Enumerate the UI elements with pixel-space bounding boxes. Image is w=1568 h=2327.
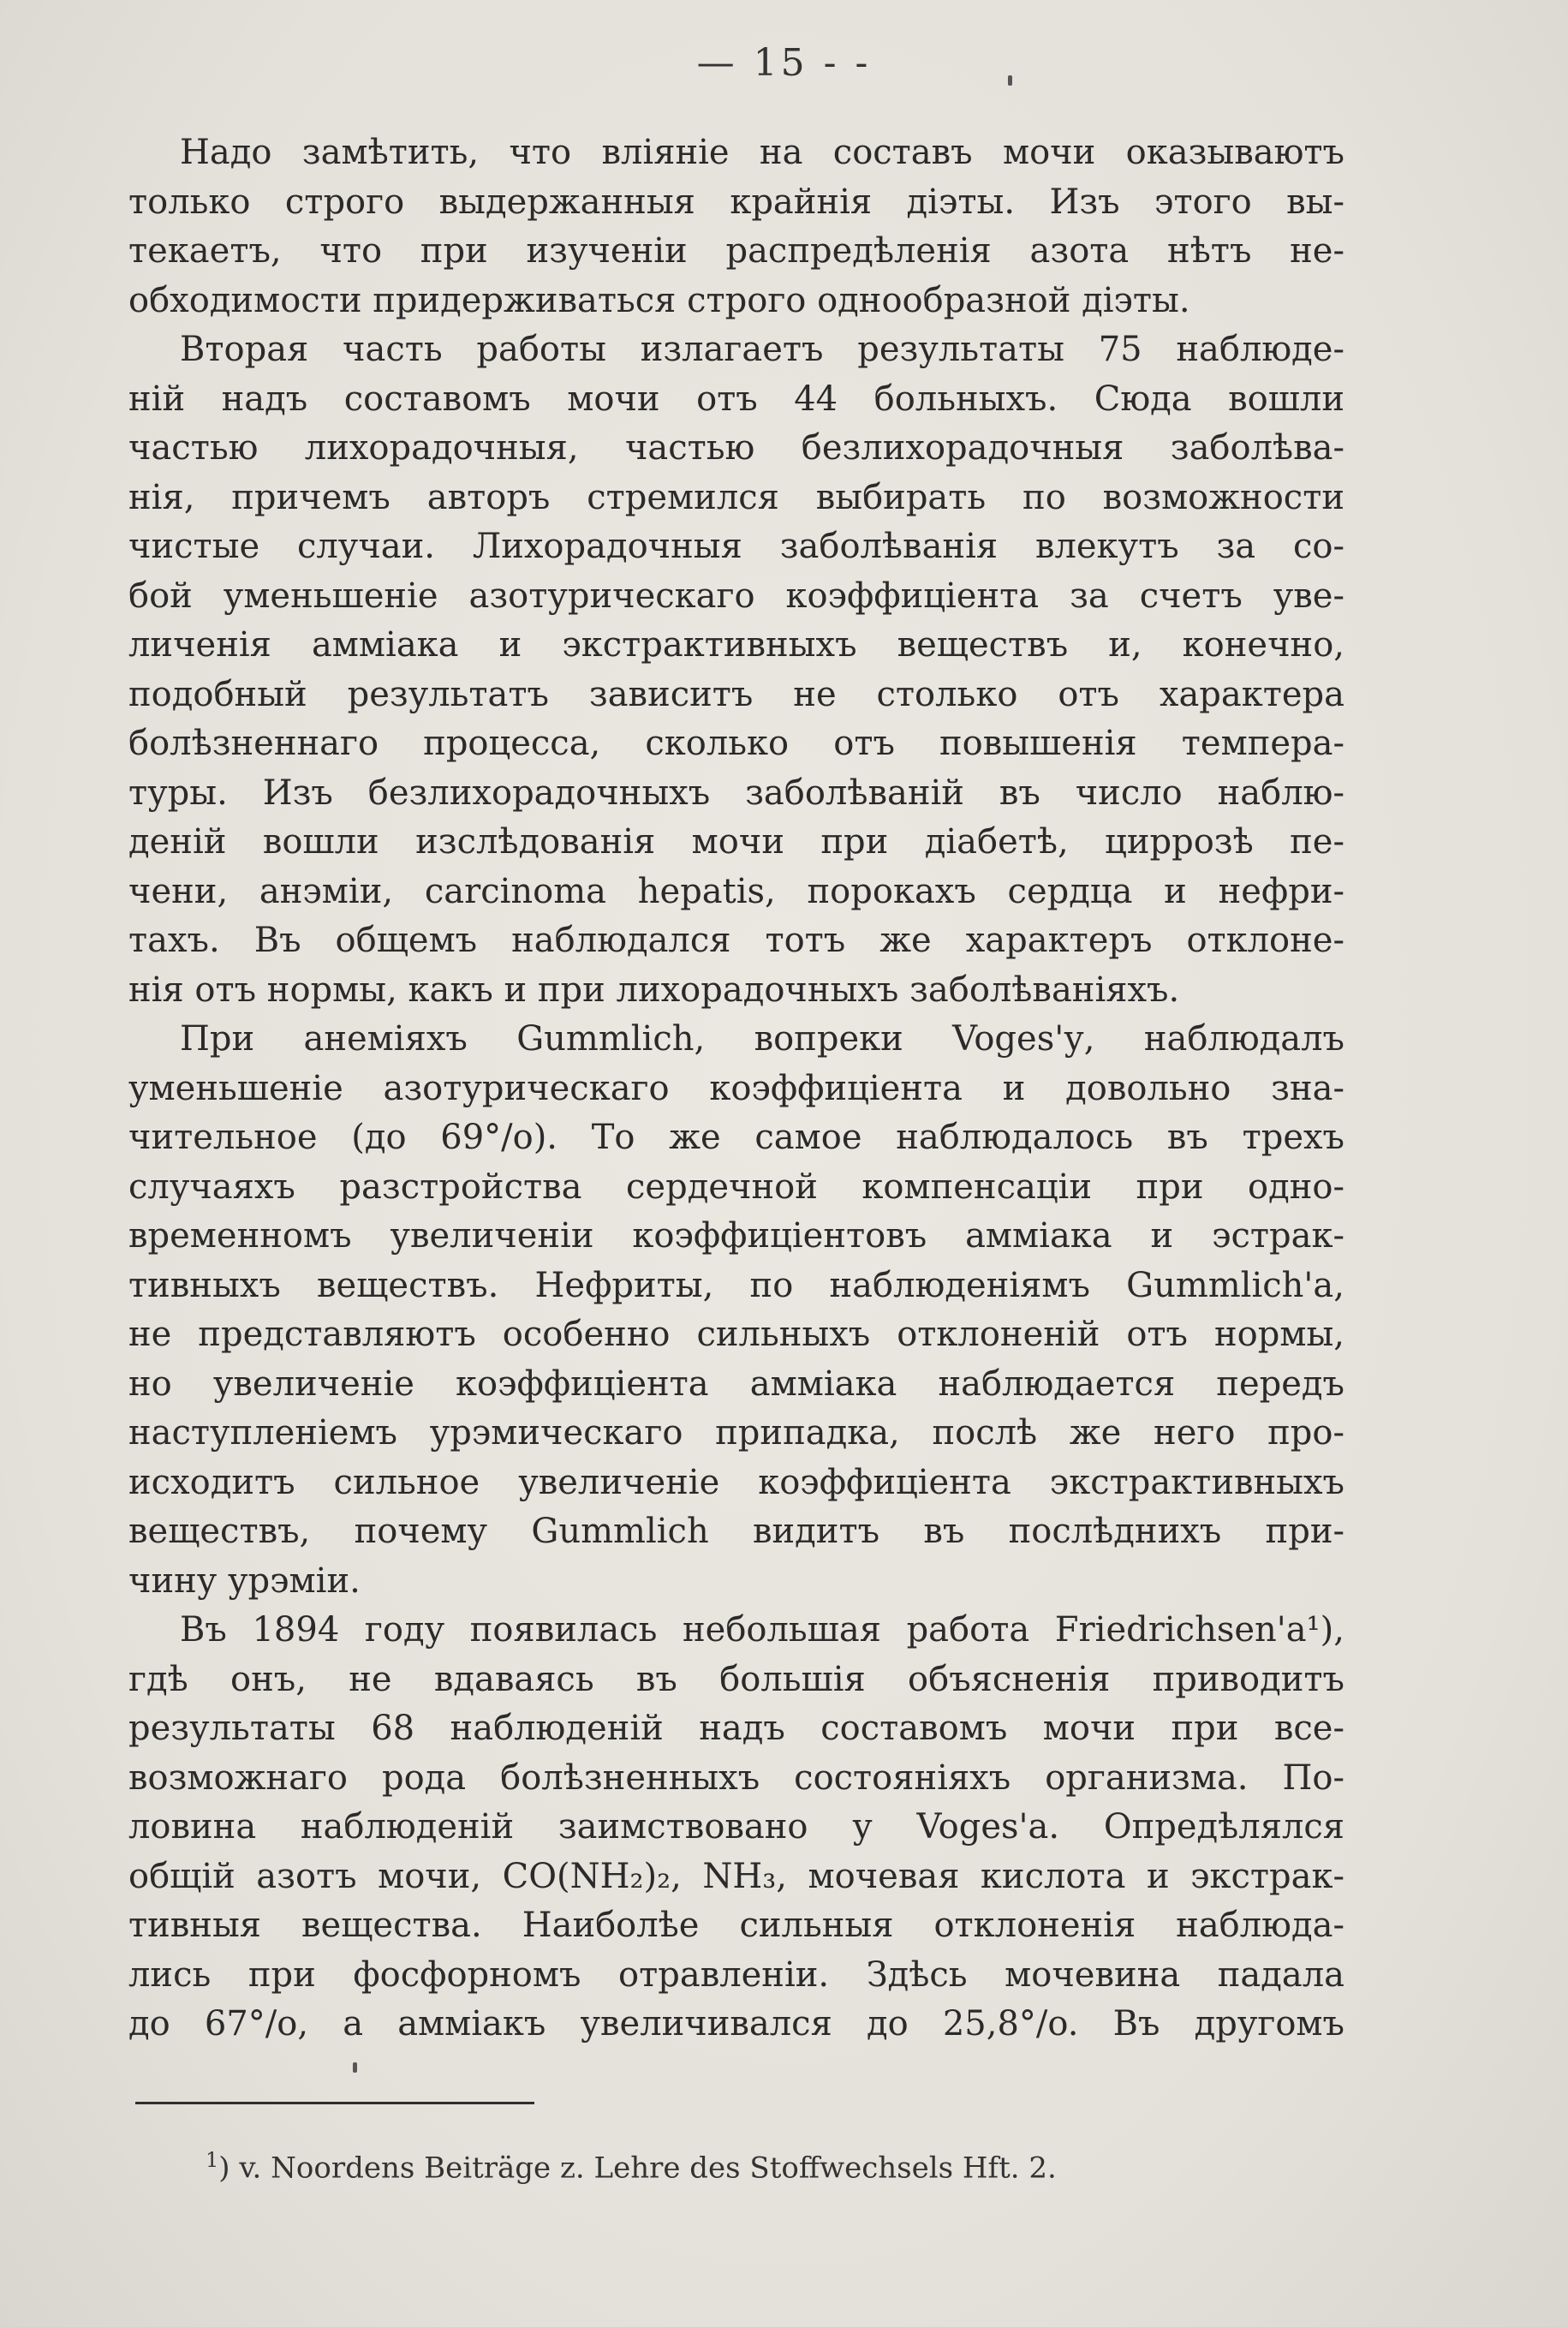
- text-line: тивныя вещества. Наиболѣе сильныя отклоненія наблюда-: [128, 1906, 1344, 1945]
- text-line: нія, причемъ авторъ стремился выбирать по возможности: [128, 477, 1344, 517]
- text-line: веществъ, почему Gummlich видитъ въ послѣднихъ при-: [128, 1512, 1344, 1551]
- text-line: Въ 1894 году появилась небольшая работа Friedrichsen'а¹),: [180, 1610, 1344, 1650]
- footnote: [206, 2141, 1057, 2187]
- text-line: чистые случаи. Лихорадочныя заболѣванія влекутъ за со-: [128, 527, 1344, 566]
- text-line: Надо замѣтить, что вліяніе на составъ мочи оказываютъ: [180, 133, 1344, 172]
- text-line: личенія амміака и экстрактивныхъ веществъ и, конечно,: [128, 625, 1344, 665]
- print-speck: [1008, 75, 1012, 86]
- text-line: до 67°/o, а амміакъ увеличивался до 25,8°/o. Въ другомъ: [128, 2004, 1344, 2044]
- text-line: чину урэміи.: [128, 1560, 361, 1601]
- text-line: не представляютъ особенно сильныхъ отклоненій отъ нормы,: [128, 1315, 1344, 1354]
- body-text: [128, 128, 1344, 2050]
- text-line: подобный результатъ зависитъ не столько отъ характера: [128, 674, 1344, 714]
- footnote-marker: 1: [206, 2148, 219, 2172]
- text-line: гдѣ онъ, не вдаваясь въ большія объясненія приводитъ: [128, 1659, 1344, 1699]
- text-line: чени, анэміи, carcinoma hepatis, порокахъ сердца и нефри-: [128, 871, 1344, 911]
- text-line: результаты 68 наблюденій надъ составомъ мочи при все-: [128, 1709, 1344, 1748]
- text-line: ловина наблюденій заимствовано у Voges'а. Опредѣлялся: [128, 1807, 1344, 1847]
- text-line: возможнаго рода болѣзненныхъ состояніяхъ организма. По-: [128, 1757, 1344, 1798]
- text-line: но увеличеніе коэффиціента амміака наблюдается передъ: [128, 1363, 1344, 1404]
- text-line: При анеміяхъ Gummlich, вопреки Voges'у, наблюдалъ: [180, 1019, 1344, 1059]
- text-line: Вторая часть работы излагаетъ результаты 75 наблюде-: [180, 330, 1344, 369]
- print-speck: [353, 2062, 357, 2073]
- text-line: частью лихорадочныя, частью безлихорадочныя заболѣва-: [128, 428, 1344, 468]
- footnote-text: ) v. Noordens Beiträge z. Lehre des Stoffwechsels Hft. 2.: [218, 2151, 1057, 2186]
- page-number: — 15 - -: [696, 41, 872, 85]
- text-line: только строго выдержанныя крайнія діэты. Изъ этого вы-: [128, 182, 1344, 222]
- text-line: ній надъ составомъ мочи отъ 44 больныхъ. Сюда вошли: [128, 379, 1344, 419]
- text-line: тивныхъ веществъ. Нефриты, по наблюденіямъ Gummlich'а,: [128, 1265, 1344, 1305]
- text-line: деній вошли изслѣдованія мочи при діабетѣ, циррозѣ пе-: [128, 822, 1344, 862]
- text-line: нія отъ нормы, какъ и при лихорадочныхъ заболѣваніяхъ.: [128, 970, 1180, 1010]
- text-line: бой уменьшеніе азотурическаго коэффиціента за счетъ уве-: [128, 576, 1344, 616]
- text-line: уменьшеніе азотурическаго коэффиціента и довольно зна-: [128, 1068, 1344, 1108]
- text-line: туры. Изъ безлихорадочныхъ заболѣваній въ число наблю-: [128, 773, 1344, 813]
- text-line: случаяхъ разстройства сердечной компенсаціи при одно-: [128, 1166, 1344, 1207]
- text-line: чительное (до 69°/o). То же самое наблюдалось въ трехъ: [128, 1118, 1344, 1157]
- text-line: временномъ увеличеніи коэффиціентовъ амміака и эстрак-: [128, 1216, 1344, 1256]
- text-line: общій азотъ мочи, CO(NH₂)₂, NH₃, мочевая кислота и экстрак-: [128, 1856, 1344, 1896]
- text-line: исходитъ сильное увеличеніе коэффиціента экстрактивныхъ: [128, 1462, 1344, 1502]
- footnote-divider: [135, 2102, 534, 2104]
- text-line: обходимости придерживаться строго однообразной діэты.: [128, 280, 1190, 320]
- text-line: наступленіемъ урэмическаго припадка, послѣ же него про-: [128, 1413, 1344, 1453]
- text-line: текаетъ, что при изученіи распредѣленія азота нѣтъ не-: [128, 231, 1344, 271]
- text-line: болѣзненнаго процесса, сколько отъ повышенія темпера-: [128, 724, 1344, 763]
- text-line: тахъ. Въ общемъ наблюдался тотъ же характеръ отклоне-: [128, 921, 1344, 960]
- text-line: лись при фосфорномъ отравленіи. Здѣсь мочевина падала: [128, 1954, 1344, 1995]
